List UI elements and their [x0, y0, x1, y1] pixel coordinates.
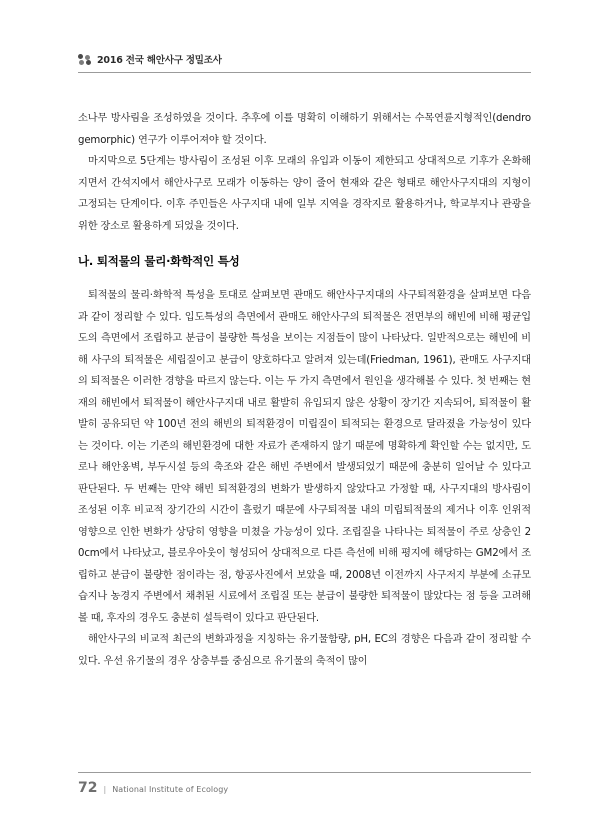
spacer	[78, 269, 531, 285]
paragraph: 소나무 방사림을 조성하였을 것이다. 추후에 이를 명확히 이해하기 위해서는 수목연륜지형적인(dendrogemorphic) 연구가 이루어져야 할 것이다.	[78, 113, 531, 146]
page-footer	[78, 780, 228, 796]
footer-organization: National Institute of Ecology	[112, 785, 229, 794]
footer-divider	[78, 772, 531, 773]
section-heading: 나. 퇴적물의 물리·화학적인 특성	[78, 254, 240, 268]
paragraph: 퇴적물의 물리·화학적 특성을 토대로 살펴보면 관매도 해안사구지대의 사구퇴적환경을 살펴보면 다음과 같이 정리할 수 있다. 입도특성의 측면에서 관매도 해안사구의 퇴적물은 전면부의 해빈에 비해 평균입도의 측면에서 조립하고 분급이 불량한 특성을 보이는 지점들이 많이 나타났다. 일반적으로는 해빈에 비해 사구의 퇴적물은 세립질이고 분급이 양호하다고 알려져 있는데(Friedman, 1961), 관매도 사구지대의 퇴적물은 이러한 경향을 따르지 않는다. 이는 두 가지 측면에서 원인을 생각해볼 수 있다. 첫 번째는 현재의 해빈에서 퇴적물이 해안사구지대 내로 활발히 유입되지 않은 상황이 장기간 지속되어, 퇴적물이 활발히 공유되던 약 100년 전의 해빈의 퇴적환경이 미립질이 퇴적되는 환경으로 달라졌을 가능성이 있다는 것이다. 이는 기존의 해빈환경에 대한 자료가 존재하지 않기 때문에 명확하게 확인할 수는 없지만, 도로나 해안옹벽, 부두시설 등의 축조와 같은 해빈 주변에서 발생되었기 때문에 충분히 일어날 수 있다고 판단된다. 두 번째는 만약 해빈 퇴적환경의 변화가 발생하지 않았다고 가정할 때, 사구지대의 방사림이 조성된 이후 비교적 장기간의 시간이 흘렀기 때문에 사구퇴적물 내의 미립퇴적물의 제거나 이후 인위적 영향으로 인한 변화가 상당히 영향을 미쳤을 가능성이 있다. 조립질을 나타나는 퇴적물이 주로 상층인 20cm에서 나타났고, 블로우아웃이 형성되어 상대적으로 다른 측선에 비해 평지에 해당하는 GM2에서 조립하고 분급이 불량한 점이라는 점, 항공사진에서 보았을 때, 2008년 이전까지 사구저지 부분에 소규모 습지나 농경지 주변에서 채취된 시료에서 조립질 또는 분급이 불량한 퇴적물이 많았다는 점 등을 고려해 볼 때, 후자의 경우도 충분히 설득력이 있다고 판단된다.	[78, 290, 531, 624]
page-number: 72	[78, 780, 98, 796]
paragraph: 해안사구의 비교적 최근의 변화과정을 지칭하는 유기물함량, pH, EC의 경향은 다음과 같이 정리할 수 있다. 우선 유기물의 경우 상층부를 중심으로 유기물의 축적이 많이	[78, 634, 531, 667]
four-dots-icon	[78, 54, 91, 65]
page-content	[78, 108, 531, 672]
spacer	[78, 237, 531, 253]
header-divider	[78, 72, 531, 73]
footer-separator: |	[103, 785, 107, 794]
header-title: 2016 전국 해안사구 정밀조사	[97, 55, 222, 66]
page-header	[78, 52, 531, 66]
paragraph: 마지막으로 5단계는 방사림이 조성된 이후 모래의 유입과 이동이 제한되고 상대적으로 기후가 온화해지면서 간석지에서 해안사구로 모래가 이동하는 양이 줄어 현재와 같은 형태로 해안사구지대의 지형이 고정되는 단계이다. 이후 주민들은 사구지대 내에 일부 지역을 경작지로 활용하거나, 학교부지나 관광을 위한 장소로 활용하게 되었을 것이다.	[78, 156, 531, 232]
